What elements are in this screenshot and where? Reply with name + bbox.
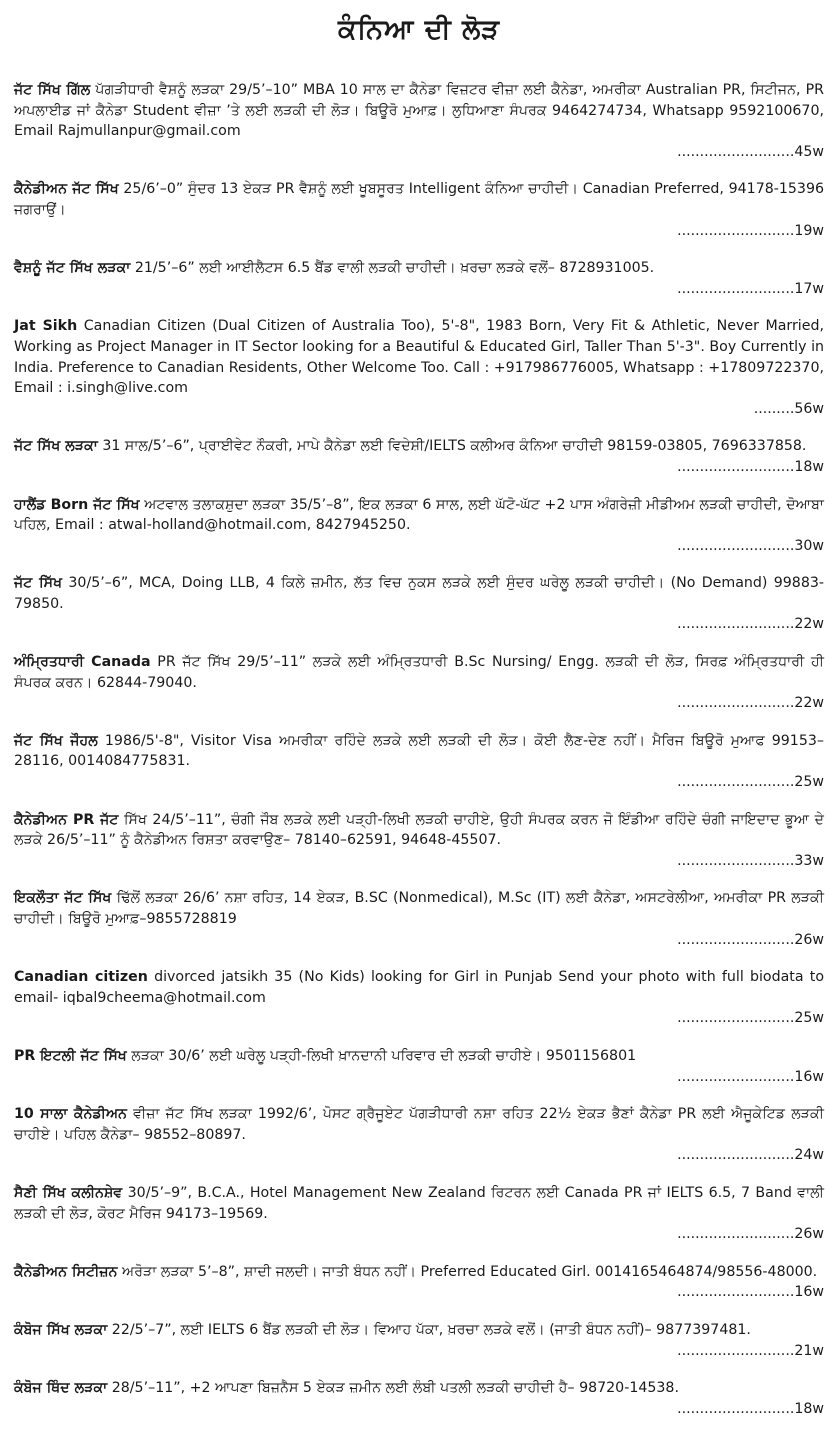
ad-code: ..........................22w <box>677 695 824 712</box>
ad-body: ਪੱਗੜੀਧਾਰੀ ਵੈਸ਼ਨੂੰ ਲੜਕਾ 29/5’–10” MBA 10 ਸਾਲ ਦਾ ਕੈਨੇਡਾ ਵਿਜ਼ਟਰ ਵੀਜ਼ਾ ਲਈ ਕੈਨੇਡਾ, ਅਮਰੀਕਾ Australian PR, ਸਿਟੀਜਨ, PR ਅਪਲਾਈਡ ਜਾਂ ਕੈਨੇਡਾ Student ਵੀਜ਼ਾ ’ਤੇ ਲਈ ਲੜਕੀ ਦੀ ਲੋੜ। ਬਿਊਰੋ ਮੁਆਫ਼। ਲੁਧਿਆਣਾ ਸੰਪਰਕ 9464274734, Whatsapp 9592100670, Email Rajmullanpur@gmail.com <box>14 82 824 140</box>
ad-lead: ਕੈਨੇਡੀਅਨ ਸਿਟੀਜ਼ਨ <box>14 1263 118 1280</box>
classified-ad <box>14 731 824 793</box>
classified-ad <box>14 1183 824 1245</box>
ad-body: 22/5’–7”, ਲਈ IELTS 6 ਬੈਂਡ ਲੜਕੀ ਦੀ ਲੋੜ। ਵਿਆਹ ਪੱਕਾ, ਖ਼ਰਚਾ ਲੜਕੇ ਵਲੋਂ। (ਜਾਤੀ ਬੰਧਨ ਨਹੀਂ)– 9877397481. <box>107 1321 751 1338</box>
classified-ad <box>14 495 824 557</box>
classified-ad <box>14 436 824 477</box>
classified-ad <box>14 573 824 635</box>
ad-lead: ਜੱਟ ਸਿੱਖ ਜੌਹਲ <box>14 732 98 749</box>
ad-lead: Jat Sikh <box>14 318 78 335</box>
classified-ad <box>14 316 824 419</box>
ad-body: Canadian Citizen (Dual Citizen of Australia Too), 5'-8", 1983 Born, Very Fit & Athletic, Never Married, Working as Project Manager in IT Sector looking for a Beautiful & Educated Girl, Taller Than 5'-3". Boy Currently in India. Preference to Canadian Residents, Other Welcome Too. Call : +917986776005, Whatsapp : +17809722370, Email : i.singh@live.com <box>14 318 824 397</box>
ad-lead: ਵੈਸ਼ਨੂੰ ਜੱਟ ਸਿੱਖ ਲੜਕਾ <box>14 260 131 277</box>
ad-code: ..........................26w <box>677 931 824 948</box>
ad-lead: ਕੈਨੇਡੀਅਨ ਜੱਟ ਸਿੱਖ <box>14 181 119 198</box>
page-title: ਕੰਨਿਆ ਦੀ ਲੋੜ <box>337 14 501 45</box>
ad-code: ..........................22w <box>677 616 824 633</box>
ad-lead: ਅੰਮ੍ਰਿਤਧਾਰੀ Canada <box>14 654 151 671</box>
ads-list <box>14 80 824 1419</box>
ad-body: 1986/5'-8", Visitor Visa ਅਮਰੀਕਾ ਰਹਿੰਦੇ ਲੜਕੇ ਲਈ ਲੜਕੀ ਦੀ ਲੋੜ। ਕੋਈ ਲੈਣ-ਦੇਣ ਨਹੀਂ। ਮੈਰਿਜ ਬਿਊਰੋ ਮੁਆਫ 99153–28116, 0014084775831. <box>14 732 824 770</box>
ad-body: ਅਟਵਾਲ ਤਲਾਕਸ਼ੁਦਾ ਲੜਕਾ 35/5’–8”, ਇਕ ਲੜਕਾ 6 ਸਾਲ, ਲਈ ਘੱਟੋ-ਘੱਟ +2 ਪਾਸ ਅੰਗਰੇਜ਼ੀ ਮੀਡੀਅਮ ਲੜਕੀ ਚਾਹੀਦੀ, ਦੋਆਬਾ ਪਹਿਲ, Email : atwal-holland@hotmail.com, 8427945250. <box>14 496 824 534</box>
ad-code: ..........................17w <box>677 280 824 297</box>
ad-code: ..........................18w <box>677 1400 824 1417</box>
ad-lead: ਜੱਟ ਸਿੱਖ <box>14 575 63 592</box>
ad-code: ..........................21w <box>677 1342 824 1359</box>
ad-body: 31 ਸਾਲ/5’–6”, ਪ੍ਰਾਈਵੇਟ ਨੌਕਰੀ, ਮਾਪੇ ਕੈਨੇਡਾ ਲਈ ਵਿਦੇਸ਼ੀ/IELTS ਕਲੀਅਰ ਕੰਨਿਆ ਚਾਹੀਦੀ 98159-03805, 7696337858. <box>97 438 807 455</box>
classified-ad <box>14 80 824 162</box>
ad-lead: ਇਕਲੌਤਾ ਜੱਟ ਸਿੱਖ <box>14 890 112 907</box>
ad-code: ..........................18w <box>677 458 824 475</box>
classified-ad <box>14 1378 824 1419</box>
ad-body: 21/5’–6” ਲਈ ਆਈਲੈਟਸ 6.5 ਬੈਂਡ ਵਾਲੀ ਲੜਕੀ ਚਾਹੀਦੀ। ਖ਼ਰਚਾ ਲੜਕੇ ਵਲੋਂ– 8728931005. <box>130 260 655 277</box>
ad-body: ਲੜਕਾ 30/6’ ਲਈ ਘਰੇਲੂ ਪੜ੍ਹੀ-ਲਿਖੀ ਖ਼ਾਨਦਾਨੀ ਪਰਿਵਾਰ ਦੀ ਲੜਕੀ ਚਾਹੀਏ। 9501156801 <box>126 1047 637 1064</box>
ad-body: PR ਜੱਟ ਸਿੱਖ 29/5’–11” ਲੜਕੇ ਲਈ ਅੰਮ੍ਰਿਤਧਾਰੀ B.Sc Nursing/ Engg. ਲੜਕੀ ਦੀ ਲੋੜ, ਸਿਰਫ਼ ਅੰਮ੍ਰਿਤਧਾਰੀ ਹੀ ਸੰਪਰਕ ਕਰਨ। 62844-79040. <box>14 654 824 691</box>
ad-lead: ਕੰਬੋਜ ਸਿੱਖ ਲੜਕਾ <box>14 1321 108 1338</box>
ad-code: .........56w <box>753 400 824 417</box>
ad-body: 25/6’–0” ਸੁੰਦਰ 13 ਏਕੜ PR ਵੈਸ਼ਨੂੰ ਲਈ ਖੂਬਸੂਰਤ Intelligent ਕੰਨਿਆ ਚਾਹੀਦੀ। Canadian Preferred, 94178-15396 ਜਗਰਾਉਂ। <box>14 181 825 218</box>
classified-ad <box>14 258 824 299</box>
ad-code: ..........................16w <box>677 1068 824 1085</box>
ad-code: ..........................19w <box>677 222 824 239</box>
ad-lead: Canadian citizen <box>14 969 148 986</box>
classified-ad <box>14 888 824 950</box>
ad-code: ..........................24w <box>677 1147 824 1164</box>
ad-code: ..........................25w <box>677 774 824 791</box>
ad-lead: 10 ਸਾਲਾ ਕੈਨੇਡੀਅਨ <box>14 1106 128 1123</box>
classified-ad <box>14 967 824 1029</box>
classified-ad <box>14 1262 824 1303</box>
ad-body: ਢਿੱਲੋਂ ਲੜਕਾ 26/6’ ਨਸ਼ਾ ਰਹਿਤ, 14 ਏਕੜ, B.SC (Nonmedical), M.Sc (IT) ਲਈ ਕੈਨੇਡਾ, ਅਸਟਰੇਲੀਆ, ਅਮਰੀਕਾ PR ਲੜਕੀ ਚਾਹੀਦੀ। ਬਿਊਰੋ ਮੁਆਫ਼–9855728819 <box>14 890 825 927</box>
ad-code: ..........................26w <box>677 1226 824 1243</box>
ad-body: ਵੀਜ਼ਾ ਜੱਟ ਸਿੱਖ ਲੜਕਾ 1992/6’, ਪੋਸਟ ਗ੍ਰੈਜੂਏਟ ਪੱਗੜੀਧਾਰੀ ਨਸ਼ਾ ਰਹਿਤ 22½ ਏਕੜ ਭੈਣਾਂ ਕੈਨੇਡਾ PR ਲਈ ਐਜੂਕੇਟਿਡ ਲੜਕੀ ਚਾਹੀਏ। ਪਹਿਲ ਕੈਨੇਡਾ– 98552–80897. <box>14 1106 824 1143</box>
ad-body: divorced jatsikh 35 (No Kids) looking for Girl in Punjab Send your photo with full biodata to email- iqbal9cheema@hotmail.com <box>14 969 824 1006</box>
ad-code: ..........................16w <box>677 1284 824 1301</box>
ad-body: ਅਰੋੜਾ ਲੜਕਾ 5’–8”, ਸ਼ਾਦੀ ਜਲਦੀ। ਜਾਤੀ ਬੰਧਨ ਨਹੀਂ। Preferred Educated Girl. 0014165464874/98556-48000. <box>117 1263 818 1280</box>
classified-ad <box>14 1104 824 1166</box>
classified-ad <box>14 1046 824 1087</box>
ad-lead: ਸੈਣੀ ਸਿੱਖ ਕਲੀਨਸ਼ੇਵ <box>14 1184 123 1201</box>
ad-lead: PR ਇਟਲੀ ਜੱਟ ਸਿੱਖ <box>14 1047 127 1064</box>
ad-lead: ਜੱਟ ਸਿੱਖ ਲੜਕਾ <box>14 438 98 455</box>
ad-body: ਸਿੱਖ 24/5’–11”, ਚੰਗੀ ਜੌਬ ਲੜਕੇ ਲਈ ਪੜ੍ਹੀ-ਲਿਖੀ ਲੜਕੀ ਚਾਹੀਏ, ਉਹੀ ਸੰਪਰਕ ਕਰਨ ਜੋ ਇੰਡੀਆ ਰਹਿੰਦੇ ਚੰਗੀ ਜਾਇਦਾਦ ਭੂਆ ਦੇ ਲੜਕੇ 26/5’–11” ਨੂੰ ਕੈਨੇਡੀਅਨ ਰਿਸ਼ਤਾ ਕਰਵਾਉਣ– 78140–62591, 94648-45507. <box>14 811 825 849</box>
classified-ad <box>14 179 824 241</box>
ad-lead: ਕੈਨੇਡੀਅਨ PR ਜੱਟ <box>14 811 119 828</box>
ad-body: 30/5’–9”, B.C.A., Hotel Management New Zealand ਰਿਟਰਨ ਲਈ Canada PR ਜਾਂ IELTS 6.5, 7 Band ਵਾਲੀ ਲੜਕੀ ਦੀ ਲੋੜ, ਕੋਰਟ ਮੈਰਿਜ 94173–19569. <box>14 1184 824 1222</box>
ad-code: ..........................25w <box>677 1010 824 1027</box>
ad-lead: ਹਾਲੈਂਡ Born ਜੱਟ ਸਿੱਖ <box>14 496 140 513</box>
ad-code: ..........................30w <box>677 537 824 554</box>
ad-lead: ਕੰਬੋਜ ਥਿੰਦ ਲੜਕਾ <box>14 1380 108 1397</box>
ad-body: 30/5’–6”, MCA, Doing LLB, 4 ਕਿਲੇ ਜ਼ਮੀਨ, ਲੱਤ ਵਿਚ ਨੁਕਸ ਲੜਕੇ ਲਈ ਸੁੰਦਰ ਘਰੇਲੂ ਲੜਕੀ ਚਾਹੀਦੀ। (No Demand) 99883-79850. <box>14 575 824 612</box>
ad-body: 28/5’–11”, +2 ਆਪਣਾ ਬਿਜ਼ਨੈਸ 5 ਏਕੜ ਜ਼ਮੀਨ ਲਈ ਲੰਬੀ ਪਤਲੀ ਲੜਕੀ ਚਾਹੀਦੀ ਹੈ– 98720-14538. <box>107 1380 679 1397</box>
classified-ad <box>14 652 824 714</box>
ad-code: ..........................45w <box>677 143 824 160</box>
ad-code: ..........................33w <box>677 852 824 869</box>
classified-ad <box>14 1320 824 1361</box>
ad-lead: ਜੱਟ ਸਿੱਖ ਗਿੱਲ <box>14 82 91 98</box>
classified-ad <box>14 810 824 872</box>
